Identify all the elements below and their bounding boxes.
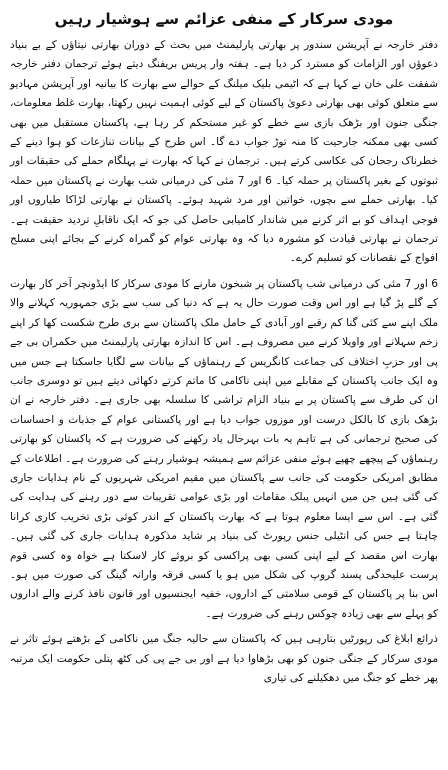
paragraph-2: 6 اور 7 مئی کی درمیانی شب پاکستان پر شبخون مارنے کا مودی سرکار کا ایڈونچر آخر کار بھارت کے گلے پڑ گیا ہے اور اس وقت صورت حال یہ ہے کہ دنیا کی سب سے بڑی جمہوریہ کہلانے والا ملک اپنے سے کئی گنا کم رقبے اور آبادی کے حامل ملک پاکستان سے بری طرح شکست کھا کر اپنے زخم سہلانے اور واویلا کرنے میں مصروف ہے۔ اس کا اندازہ بھارتی پارلیمنٹ میں حکمران بی جے پی اور حزبِ اختلاف کی جماعت کانگریس کے رہنماؤں کے بیانات سے لگایا جاسکتا ہے جس میں وہ ایک جانب پاکستان کے مقابلے میں اپنی ناکامی کا ماتم کرتے دکھائی دیتے ہیں تو دوسری جانب ان کی طرف سے پاکستان پر بے بنیاد الزام تراشی کا سلسلہ بھی جاری ہے۔ دفتر خارجہ نے ان بڑھک بازی کا بالکل درست اور موزوں جواب دیا ہے اور پاکستانی عوام کے جذبات و احساسات کی صحیح ترجمانی کی ہے تاہم یہ بات بہرحال یاد رکھنے کی ضرورت ہے کہ پاکستان کو بھارتی رہنماؤں کے پیچھے چھپے ہوئے منفی عزائم سے ہمیشہ ہوشیار رہنے کی ضرورت ہے۔ اطلاعات کے مطابق امریکی حکومت کی جانب سے پاکستان میں مقیم امریکی شہریوں کے نام ہدایات جاری کی گئی ہیں جن میں انہیں پبلک مقامات اور بڑی عوامی تقریبات سے دور رہنے کی ہدایت کی گئی ہے۔ اس سے ایسا معلوم ہوتا ہے کہ بھارت پاکستان کے اندر کوئی بڑی تخریب کاری کرانا چاہتا ہے جس کی انٹیلی جنس رپورٹ کی بنیاد پر شاید مذکورہ ہدایات جاری کی گئی ہیں۔ بھارت اس مقصد کے لیے اپنی کسی بھی پراکسی کو بروئے کار لاسکتا ہے خواہ وہ کسی قوم پرست علیحدگی پسند گروپ کی شکل میں ہو یا کسی فرقہ وارانہ گینگ کی صورت میں ہو۔ اس بنا پر پاکستان کے قومی سلامتی کے اداروں، خفیہ ایجنسیوں اور قانون نافذ کرنے والے اداروں کو پہلے سے بھی زیادہ چوکس رہنے کی ضرورت ہے۔ (10, 277, 438, 620)
article-headline: مودی سرکار کے منفی عزائم سے ہوشیار رہیں (54, 10, 394, 28)
paragraph-3: ذرائع ابلاغ کی رپورٹیں بتارہی ہیں کہ پاکستان سے حالیہ جنگ میں ناکامی کے بڑھتے ہوئے تاثر نے مودی سرکار کے جنگی جنون کو بھی بڑھاوا دیا ہے اور بی جے پی کی کٹھ پتلی حکومت ایک مرتبہ پھر خطے کو جنگ میں دھکیلنے کی تیاری (10, 633, 438, 684)
paragraph-1: دفتر خارجہ نے آپریشن سندور پر بھارتی پارلیمنٹ میں بحث کے دوران بھارتی نیتاؤں کے بے بنیاد دعوؤں اور الزامات کو مسترد کر دیا ہے۔ ہفتہ وار پریس بریفنگ دیتے ہوئے ترجمان دفتر خارجہ شفقت علی خان نے کہا ہے کہ اٹیمی بلیک میلنگ کے حوالے سے بھارت کا بیانیہ اور آپریشن مہادیو سے متعلق کوئی بھی بھارتی دعویٰ پاکستان کے لیے کوئی اہمیت نہیں رکھتا، بھارت غلط معلومات، جنگی جنون اور بڑھک بازی سے خطے کو غیر مستحکم کر رہا ہے، پاکستان مستقبل میں بھی کسی بھی ممکنہ جارحیت کا منہ توڑ جواب دے گا۔ اس طرح کے بیانات تنازعات کو ہوا دینے کے خطرناک رجحان کی عکاسی کرتے ہیں۔ ترجمان نے کہا کہ بھارت نے پہلگام حملے کی حقیقات اور ثبوتوں کے بغیر پاکستان پر حملہ کیا۔ 6 اور 7 مئی کی درمیانی شب بھارت نے پاکستان میں حملہ کیا۔ بھارتی حملے سے بچوں، خواتین اور مرد شہید ہوئے۔ پاکستان نے بھارتی لڑاکا طیاروں اور فوجی اہداف کو بے اثر کرنے میں شاندار کامیابی حاصل کی جو کہ ایک ناقابلِ تردید حقیقت ہے۔ ترجمان نے بھارتی قیادت کو مشورہ دیا کہ وہ بھارتی عوام کو گمراہ کرنے کے بجائے اپنی مسلح افواج کے نقصانات کو تسلیم کرے۔ (10, 39, 438, 265)
